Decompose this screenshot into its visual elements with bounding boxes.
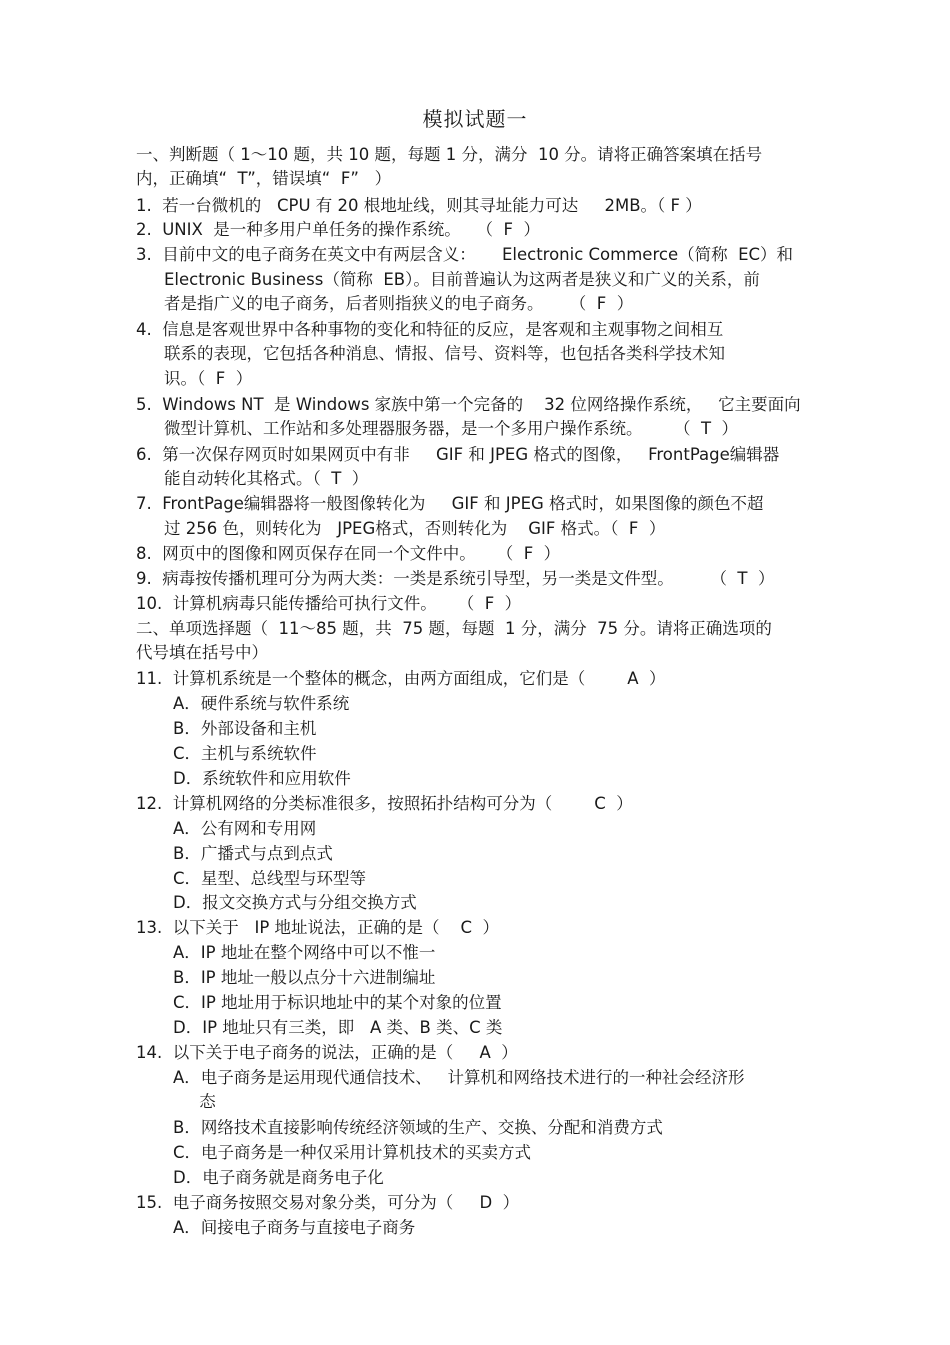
tf-question-6: 6. 第一次保存网页时如果网页中有非 GIF 和 JPEG 格式的图像， FrontPage编辑器: [136, 445, 780, 464]
tf-question-1: 1. 若一台微机的 CPU 有 20 根地址线，则其寻址能力可达 2MB。（ F ）: [136, 196, 702, 215]
mc-question-14: 14. 以下关于电子商务的说法，正确的是（ A ）: [136, 1043, 518, 1062]
tf-question-4: 4. 信息是客观世界中各种事物的变化和特征的反应，是客观和主观事物之间相互: [136, 320, 724, 339]
tf-question-7: 7. FrontPage编辑器将一般图像转化为 GIF 和 JPEG 格式时，如果图像的颜色不超: [136, 494, 764, 513]
tf-question-8: 8. 网页中的图像和网页保存在同一个文件中。 （ F ）: [136, 544, 561, 563]
page-title: 模拟试题一: [422, 107, 528, 131]
mc-option: A．公有网和专用网: [173, 819, 317, 838]
tf-question-2: 2. UNIX 是一种多用户单任务的操作系统。 （ F ）: [136, 220, 541, 239]
mc-question-12: 12. 计算机网络的分类标准很多，按照拓扑结构可分为（ C ）: [136, 794, 633, 813]
tf-question-6-cont: 能自动转化其格式。（ T ）: [164, 469, 369, 488]
tf-question-5-cont: 微型计算机、工作站和多处理器服务器，是一个多用户操作系统。 （ T ）: [164, 419, 739, 438]
mc-option: D．IP 地址只有三类，即 A 类、B 类、C 类: [173, 1018, 503, 1037]
tf-question-7-cont: 过 256 色，则转化为 JPEG格式，否则转化为 GIF 格式。（ F ）: [164, 519, 666, 538]
tf-question-5: 5. Windows NT 是 Windows 家族中第一个完备的 32 位网络操作系统， 它主要面向: [136, 395, 801, 414]
tf-question-9: 9. 病毒按传播机理可分为两大类：一类是系统引导型，另一类是文件型。 （ T ）: [136, 569, 775, 588]
mc-option: D．电子商务就是商务电子化: [173, 1168, 384, 1187]
tf-question-4-cont: 识。（ F ）: [164, 369, 253, 388]
tf-question-10: 10. 计算机病毒只能传播给可执行文件。 （ F ）: [136, 594, 522, 613]
section2-heading-line2: 代号填在括号中）: [136, 643, 268, 662]
mc-option: B．IP 地址一般以点分十六进制编址: [173, 968, 436, 987]
mc-option-cont: 态: [173, 1092, 216, 1111]
mc-option: A．硬件系统与软件系统: [173, 694, 350, 713]
mc-option: A．间接电子商务与直接电子商务: [173, 1218, 416, 1237]
mc-option: B．广播式与点到点式: [173, 844, 333, 863]
mc-option: C．IP 地址用于标识地址中的某个对象的位置: [173, 993, 502, 1012]
mc-option: B．外部设备和主机: [173, 719, 317, 738]
mc-option: C．星型、总线型与环型等: [173, 869, 367, 888]
mc-option: B．网络技术直接影响传统经济领域的生产、交换、分配和消费方式: [173, 1118, 663, 1137]
tf-question-3-cont: Electronic Business（简称 EB）。目前普遍认为这两者是狭义和广义的关系，前: [164, 270, 760, 289]
mc-question-11: 11. 计算机系统是一个整体的概念，由两方面组成，它们是（ A ）: [136, 669, 666, 688]
mc-option: D．系统软件和应用软件: [173, 769, 351, 788]
tf-question-3-cont: 者是指广义的电子商务，后者则指狭义的电子商务。 （ F ）: [164, 294, 634, 313]
mc-question-15: 15. 电子商务按照交易对象分类，可分为（ D ）: [136, 1193, 520, 1212]
section2-heading-line1: 二、单项选择题（ 11～85 题，共 75 题，每题 1 分，满分 75 分。请将正确选项的: [136, 619, 772, 638]
mc-option: A．IP 地址在整个网络中可以不惟一: [173, 943, 436, 962]
mc-option: A．电子商务是运用现代通信技术、 计算机和网络技术进行的一种社会经济形: [173, 1068, 745, 1087]
tf-question-4-cont: 联系的表现，它包括各种消息、情报、信号、资料等，也包括各类科学技术知: [164, 344, 725, 363]
mc-option: C．电子商务是一种仅采用计算机技术的买卖方式: [173, 1143, 532, 1162]
section1-heading-line1: 一、判断题（ 1～10 题，共 10 题，每题 1 分，满分 10 分。请将正确答案填在括号: [136, 145, 763, 164]
mc-option: C．主机与系统软件: [173, 744, 317, 763]
section1-heading-line2: 内，正确填“ T”，错误填“ F” ）: [136, 169, 392, 188]
mc-question-13: 13. 以下关于 IP 地址说法，正确的是（ C ）: [136, 918, 500, 937]
tf-question-3: 3. 目前中文的电子商务在英文中有两层含义： Electronic Commerce（简称 EC）和: [136, 245, 794, 264]
mc-option: D．报文交换方式与分组交换方式: [173, 893, 417, 912]
